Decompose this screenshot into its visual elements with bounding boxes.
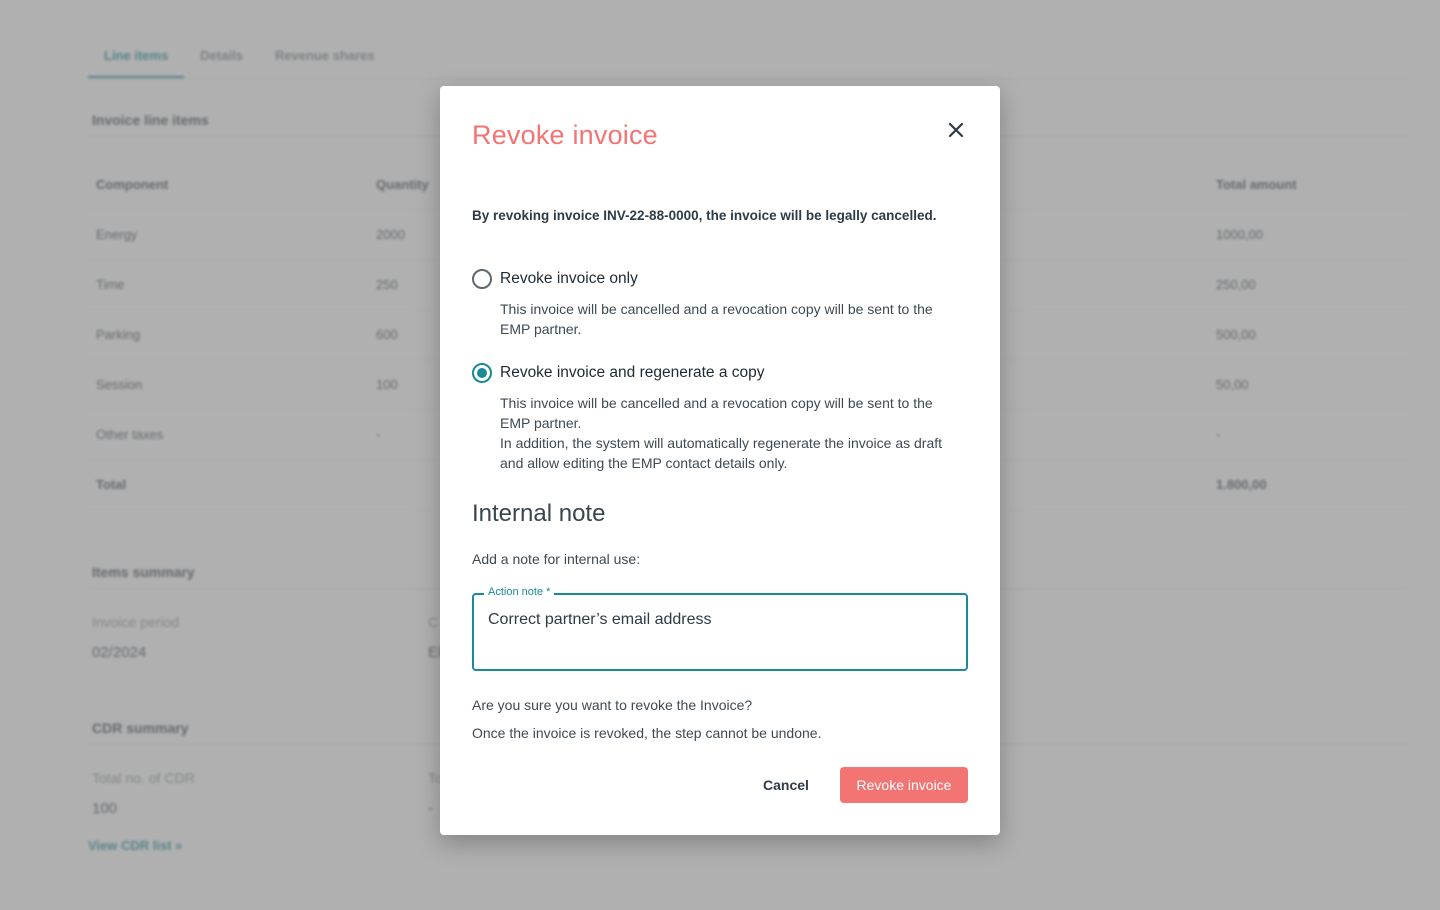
cancel-button[interactable]: Cancel: [746, 767, 826, 803]
note-hint: Add a note for internal use:: [472, 551, 641, 567]
confirm-question: Are you sure you want to revoke the Invoice?: [472, 697, 753, 713]
option-revoke-only-description: This invoice will be cancelled and a revocation copy will be sent to the EMP partner.: [500, 301, 933, 337]
option-revoke-and-regenerate-label: Revoke invoice and regenerate a copy: [500, 364, 765, 381]
action-note-label: Action note *: [484, 586, 554, 598]
revoke-invoice-button[interactable]: Revoke invoice: [840, 767, 968, 803]
dialog-lead-text: By revoking invoice INV-22-88-0000, the invoice will be legally cancelled.: [472, 208, 937, 223]
radio-revoke-only[interactable]: [472, 269, 492, 289]
close-button[interactable]: [940, 116, 972, 144]
internal-note-heading: Internal note: [472, 500, 606, 527]
option-revoke-and-regenerate-desc-1: This invoice will be cancelled and a revocation copy will be sent to the EMP partner.: [500, 395, 933, 431]
radio-revoke-and-regenerate[interactable]: [472, 363, 492, 383]
option-revoke-and-regenerate[interactable]: [472, 363, 765, 383]
dialog-title: Revoke invoice: [472, 120, 658, 150]
option-revoke-and-regenerate-description: [500, 393, 960, 473]
confirm-warning: Once the invoice is revoked, the step cannot be undone.: [472, 725, 822, 741]
action-note-input[interactable]: [488, 611, 948, 629]
close-icon: [948, 122, 964, 138]
revoke-invoice-dialog: [440, 86, 1000, 835]
option-revoke-only[interactable]: [472, 269, 638, 289]
action-note-field[interactable]: [472, 586, 968, 671]
option-revoke-only-label: Revoke invoice only: [500, 270, 638, 287]
option-revoke-and-regenerate-desc-2: In addition, the system will automatically regenerate the invoice as draft and allow editing the EMP contact details only.: [500, 435, 943, 471]
